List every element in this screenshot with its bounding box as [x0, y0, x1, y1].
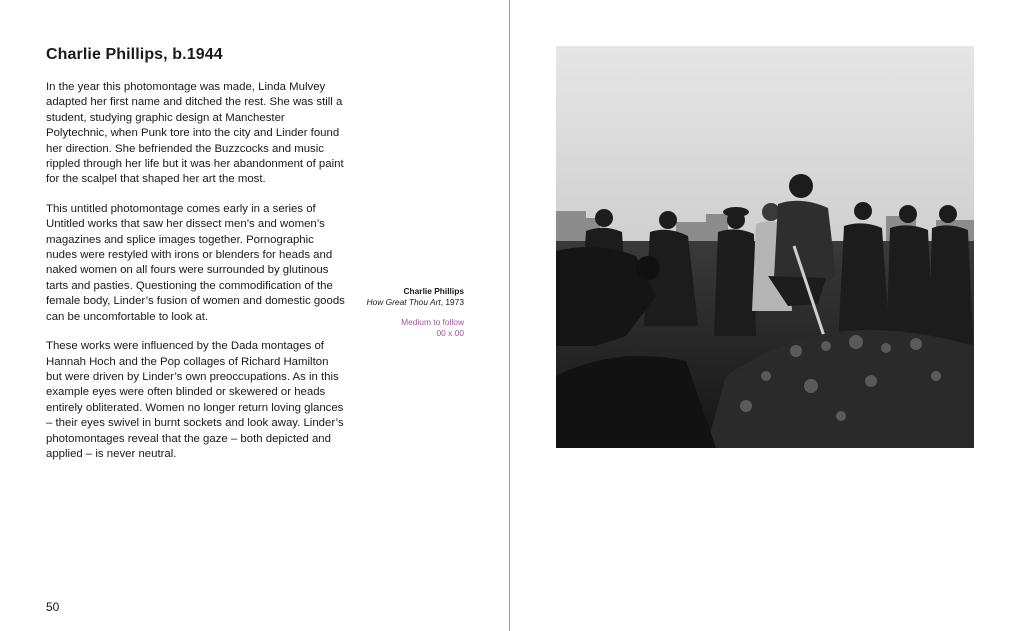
page-gutter [509, 0, 510, 631]
body-text [46, 80, 346, 476]
page-number: 50 [46, 600, 60, 614]
paragraph: These works were influenced by the Dada montages of Hannah Hoch and the Pop collages of Richard Hamilton but were driven by Linder’s own preoccupations. As in this example eyes were often blinded or skewered or heads entirely obliterated. Women no longer return loving glances – their eyes swivel in burnt sockets and look away. Linder’s photomontages reveal that the gaze – both depicted and applied – is never neutral. [46, 340, 344, 460]
caption-medium: Medium to follow [401, 317, 464, 327]
caption-work-year: , 1973 [440, 297, 464, 307]
caption-work-title: How Great Thou Art [366, 297, 441, 307]
caption-work [314, 297, 464, 308]
photograph-illustration [556, 46, 974, 448]
paragraph: In the year this photomontage was made, Linda Mulvey adapted her first name and ditched the rest. She was still a student, studying graphic design at Manchester Polytechnic, when Punk tore into the city and Linder found her direction. She befriended the Buzzcocks and music rippled through her life but it was her abandonment of paint for the scalpel that shaped her art the most. [46, 81, 344, 186]
paragraph: This untitled photomontage comes early in a series of Untitled works that saw her dissect men’s and women’s magazines and splice images together. Pornographic nudes were restyled with irons or blenders for heads and naked women on all fours were surrounded by glutinous tarts and pasties. Questioning the commodification of the female body, Linder’s fusion of women and domestic goods can be uncomfortable to look at. [46, 202, 345, 323]
caption-artist: Charlie Phillips [403, 286, 464, 296]
caption-dimensions: 00 x 00 [436, 328, 464, 338]
image-caption [314, 286, 464, 339]
page-title: Charlie Phillips, b.1944 [46, 46, 223, 63]
photograph [556, 46, 974, 448]
